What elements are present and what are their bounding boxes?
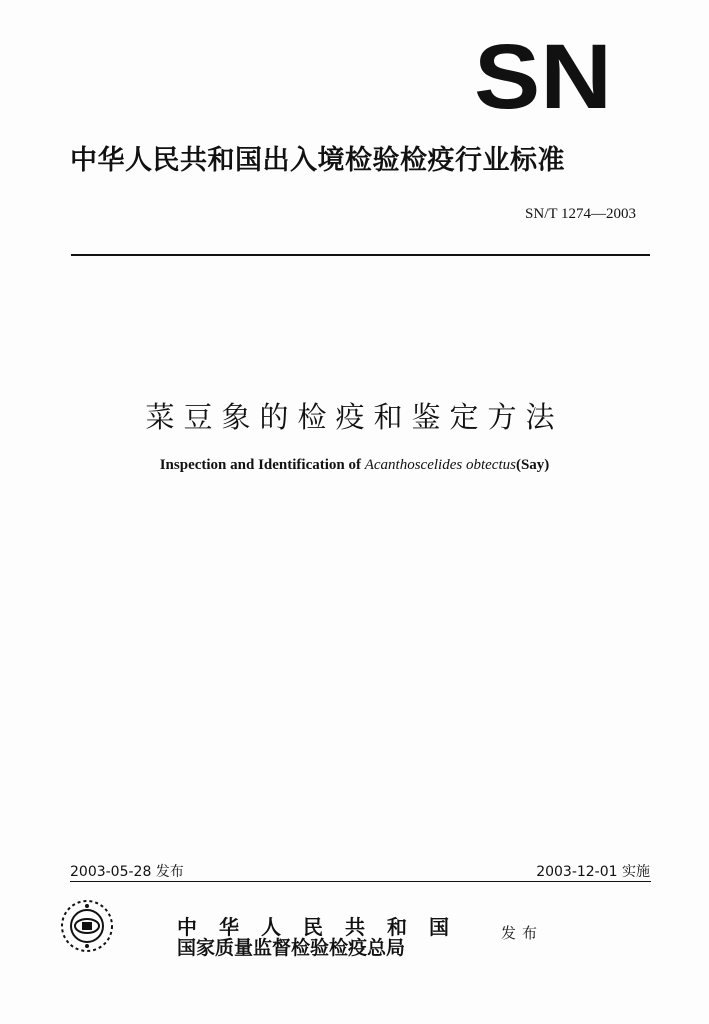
title-english-prefix: Inspection and Identification of bbox=[159, 457, 365, 473]
industry-standard-title: 中华人民共和国出入境检验检疫行业标准 bbox=[70, 145, 565, 176]
standard-number: SN/T 1274—2003 bbox=[525, 206, 636, 222]
document-title-chinese: 菜豆象的检疫和鉴定方法 bbox=[145, 400, 564, 434]
header-divider bbox=[71, 254, 650, 256]
sn-logo bbox=[473, 40, 613, 112]
title-english-suffix: (Say) bbox=[515, 457, 550, 473]
document-title-english bbox=[0, 457, 709, 474]
implementation-date: 2003-12-01 实施 bbox=[536, 864, 650, 880]
sn-logo-text: SN bbox=[474, 40, 612, 112]
publisher-line-1: 中华人民共和国 bbox=[177, 915, 471, 939]
title-species-name: Acanthoscelides obtectus bbox=[364, 457, 516, 473]
issue-date: 2003-05-28 发布 bbox=[70, 864, 184, 880]
publisher-line-2: 国家质量监督检验检疫总局 bbox=[177, 937, 406, 959]
aqsiq-emblem-icon bbox=[59, 898, 115, 954]
publisher-label: 发布 bbox=[501, 924, 544, 942]
footer-divider bbox=[70, 881, 651, 882]
